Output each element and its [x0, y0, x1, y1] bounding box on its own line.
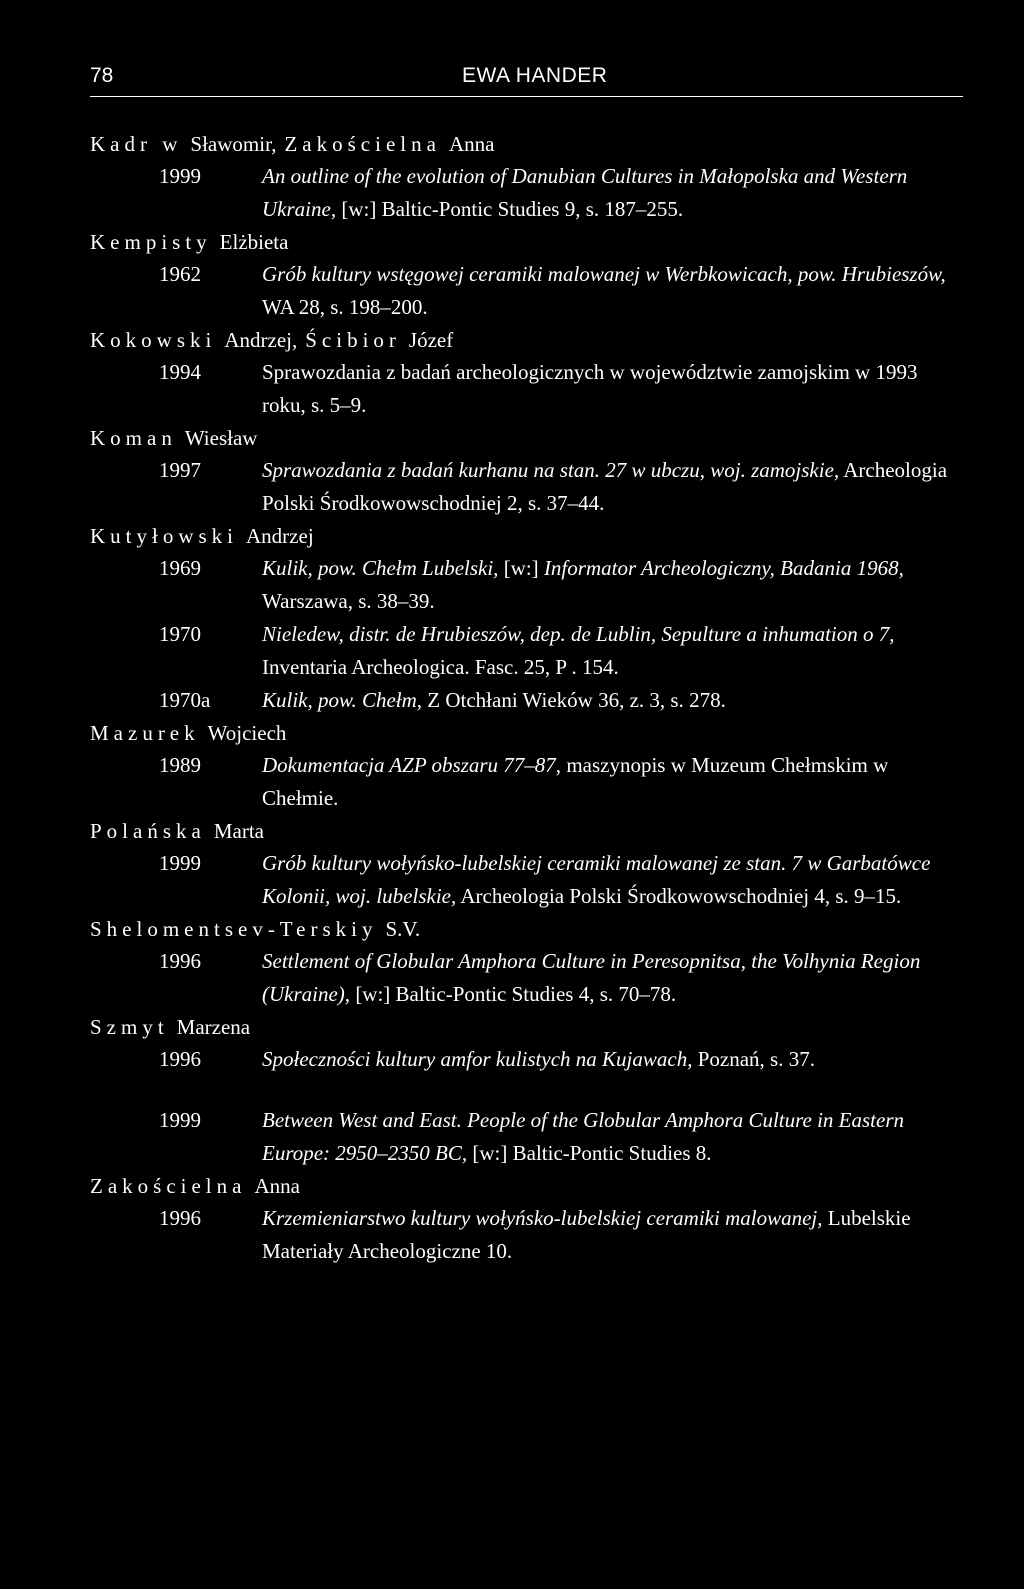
author-surname: Kempisty: [90, 230, 212, 254]
work-entry: [90, 454, 964, 520]
author-line: [90, 422, 964, 454]
spacer: [90, 1076, 964, 1104]
work-details: Archeologia Polski Środkowowschodniej 2, s. 37–44.: [262, 458, 948, 515]
work-entry: [90, 1104, 964, 1170]
work-reference: [262, 847, 964, 913]
work-entry: [90, 258, 964, 324]
work-year: 1989: [159, 753, 201, 777]
work-entry: [90, 749, 964, 815]
work-entry: [90, 684, 964, 717]
author-surname: Mazurek: [90, 721, 200, 745]
work-details-2: Warszawa, s. 38–39.: [262, 589, 435, 613]
work-details: Archeologia Polski Środkowowschodniej 4, s. 9–15.: [456, 884, 902, 908]
author-given-name: Marzena: [176, 1015, 251, 1039]
work-year: 1962: [159, 262, 201, 286]
work-entry: [90, 552, 964, 618]
work-title: Kulik, pow. Chełm,: [262, 688, 423, 712]
author-surname: Szmyt: [90, 1015, 169, 1039]
author-given-name: Andrzej,: [224, 328, 298, 352]
header-rule: [90, 96, 963, 97]
work-title: Społeczności kultury amfor kulistych na Kujawach,: [262, 1047, 693, 1071]
author-given-name: Andrzej: [246, 524, 314, 548]
coauthor-surname: Zakościelna: [284, 132, 441, 156]
work-entry: [90, 945, 964, 1011]
author-given-name: Anna: [254, 1174, 300, 1198]
author-line: [90, 324, 964, 356]
work-year: 1970a: [159, 688, 211, 712]
work-year: 1994: [159, 360, 201, 384]
work-title: Dokumentacja AZP obszaru 77–87,: [262, 753, 562, 777]
author-given-name: S.V.: [385, 917, 421, 941]
running-head: EWA HANDER: [462, 64, 608, 87]
bibliography-list: [90, 128, 964, 1268]
work-details: Z Otchłani Wieków 36, z. 3, s. 278.: [422, 688, 726, 712]
work-entry: [90, 160, 964, 226]
work-reference: [262, 1202, 964, 1268]
work-details: maszynopis w Muzeum Chełmskim w Chełmie.: [262, 753, 889, 810]
author-line: [90, 717, 964, 749]
author-surname: Zakościelna: [90, 1174, 247, 1198]
work-reference: [262, 454, 964, 520]
work-details: [w:] Baltic-Pontic Studies 9, s. 187–255.: [336, 197, 684, 221]
author-surname: Kutyłowski: [90, 524, 239, 548]
work-entry: [90, 618, 964, 684]
work-details: Sprawozdania z badań archeologicznych w województwie zamojskim w 1993 roku, s. 5–9.: [262, 360, 918, 417]
author-given-name: Wiesław: [184, 426, 258, 450]
work-series-title: Informator Archeologiczny, Badania 1968,: [543, 556, 904, 580]
work-title: Sprawozdania z badań kurhanu na stan. 27 w ubczu, woj. zamojskie,: [262, 458, 840, 482]
work-title: Nieledew, distr. de Hrubieszów, dep. de Lublin, Sepulture a inhumation o 7,: [262, 622, 895, 646]
author-line: [90, 1170, 964, 1202]
work-reference: [262, 618, 964, 684]
author-given-name: Wojciech: [207, 721, 287, 745]
author-line: [90, 913, 964, 945]
work-entry: [90, 356, 964, 422]
work-reference: [262, 1104, 964, 1170]
work-reference: [262, 945, 964, 1011]
page-header: [90, 64, 963, 94]
author-surname: Koman: [90, 426, 177, 450]
work-entry: [90, 1043, 964, 1076]
work-details: Poznań, s. 37.: [692, 1047, 815, 1071]
work-reference: [262, 356, 964, 422]
work-details: [w:] Baltic-Pontic Studies 8.: [467, 1141, 712, 1165]
author-surname: Shelomentsev-Terskiy: [90, 917, 378, 941]
work-reference: [262, 749, 964, 815]
work-reference: [262, 552, 964, 618]
work-year: 1970: [159, 622, 201, 646]
work-year: 1999: [159, 1108, 201, 1132]
page-number: 78: [90, 64, 114, 87]
work-title: An outline of the evolution of Danubian Cultures in Małopolska and Western Ukraine,: [262, 164, 908, 221]
author-surname: Polańska: [90, 819, 206, 843]
work-reference: [262, 258, 964, 324]
work-title: Grób kultury wołyńsko-lubelskiej ceramiki malowanej ze stan. 7 w Garbatówce Kolonii, woj. lubelskie,: [262, 851, 931, 908]
work-details: [w:]: [498, 556, 544, 580]
work-reference: [262, 160, 964, 226]
coauthor-given-name: Anna: [448, 132, 495, 156]
work-details: [w:] Baltic-Pontic Studies 4, s. 70–78.: [350, 982, 677, 1006]
work-year: 1996: [159, 1047, 201, 1071]
coauthor-surname: Ścibior: [305, 328, 401, 352]
author-given-name: Sławomir,: [190, 132, 277, 156]
work-entry: [90, 847, 964, 913]
author-line: [90, 815, 964, 847]
work-details: Inventaria Archeologica. Fasc. 25, P . 154.: [262, 655, 619, 679]
work-details: Lubelskie Materiały Archeologiczne 10.: [262, 1206, 911, 1263]
work-year: 1996: [159, 949, 201, 973]
work-title: Kulik, pow. Chełm Lubelski,: [262, 556, 499, 580]
work-year: 1996: [159, 1206, 201, 1230]
author-line: [90, 128, 964, 160]
work-title: Between West and East. People of the Globular Amphora Culture in Eastern Europe: 2950–2350 BC,: [262, 1108, 904, 1165]
work-year: 1999: [159, 164, 201, 188]
work-details: WA 28, s. 198–200.: [262, 295, 428, 319]
work-title: Grób kultury wstęgowej ceramiki malowanej w Werbkowicach, pow. Hrubieszów,: [262, 262, 946, 286]
work-title: Krzemieniarstwo kultury wołyńsko-lubelskiej ceramiki malowanej,: [262, 1206, 823, 1230]
author-given-name: Marta: [213, 819, 264, 843]
author-line: [90, 226, 964, 258]
work-year: 1999: [159, 851, 201, 875]
author-given-name: Elżbieta: [219, 230, 289, 254]
author-line: [90, 520, 964, 552]
work-title: Settlement of Globular Amphora Culture in Peresopnitsa, the Volhynia Region (Ukraine),: [262, 949, 921, 1006]
work-reference: [262, 684, 964, 717]
author-line: [90, 1011, 964, 1043]
work-year: 1969: [159, 556, 201, 580]
work-reference: [262, 1043, 964, 1076]
author-surname: Kokowski: [90, 328, 217, 352]
coauthor-given-name: Józef: [408, 328, 454, 352]
work-entry: [90, 1202, 964, 1268]
work-year: 1997: [159, 458, 201, 482]
author-surname: Kadr w: [90, 132, 183, 156]
